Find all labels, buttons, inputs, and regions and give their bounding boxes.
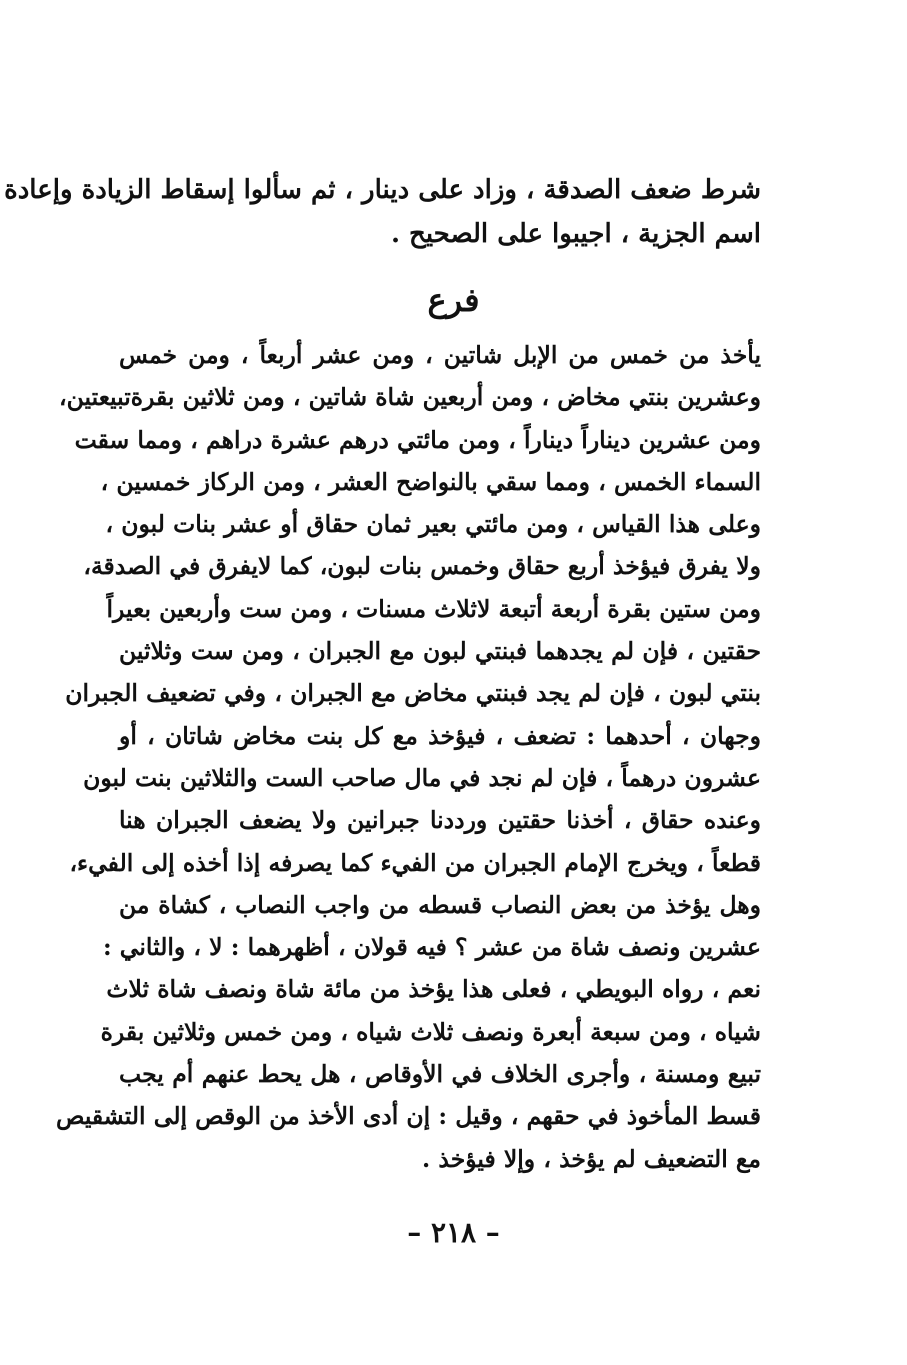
body-line: وعشرين بنتي مخاض ، ومن أربعين شاة شاتين ، ومن ثلاثين بقرةتبيعتين، bbox=[59, 383, 761, 412]
body-line: وعنده حقاق ، أخذنا حقتين ورددنا جبرانين ولا يضعف الجبران هنا bbox=[119, 806, 761, 835]
intro-line: اسم الجزية ، اجيبوا على الصحيح . bbox=[390, 219, 761, 249]
body-line: ومن عشرين ديناراً ديناراً ، ومن مائتي درهم عشرة دراهم ، ومما سقت bbox=[74, 425, 761, 454]
body-line: السماء الخمس ، ومما سقي بالنواضح العشر ، ومن الركاز خمسين ، bbox=[100, 467, 761, 496]
body-line: وجهان ، أحدهما : تضعف ، فيؤخذ مع كل بنت مخاض شاتان ، أو bbox=[119, 721, 761, 750]
intro-paragraph bbox=[4, 168, 761, 256]
body-paragraph bbox=[56, 334, 761, 1180]
body-line: عشرون درهماً ، فإن لم نجد في مال صاحب الست والثلاثين بنت لبون bbox=[83, 763, 761, 792]
body-line: قسط المأخوذ في حقهم ، وقيل : إن أدى الأخذ من الوقص إلى التشقيص bbox=[56, 1102, 761, 1131]
body-line: نعم ، رواه البويطي ، فعلى هذا يؤخذ من مائة شاة ونصف شاة ثلاث bbox=[106, 975, 761, 1004]
body-line: عشرين ونصف شاة من عشر ؟ فيه قولان ، أظهرهما : لا ، والثاني : bbox=[102, 933, 761, 962]
body-line: شياه ، ومن سبعة أبعرة ونصف ثلاث شياه ، ومن خمس وثلاثين بقرة bbox=[100, 1017, 761, 1046]
body-line: وعلى هذا القياس ، ومن مائتي بعير ثمان حقاق أو عشر بنات لبون ، bbox=[105, 510, 761, 539]
body-line: ومن ستين بقرة أربعة أتبعة لاثلاث مسنات ، ومن ست وأربعين بعيراً bbox=[106, 594, 761, 623]
body-line: حقتين ، فإن لم يجدهما فبنتي لبون مع الجبران ، ومن ست وثلاثين bbox=[119, 637, 761, 666]
body-line: مع التضعيف لم يؤخذ ، وإلا فيؤخذ . bbox=[422, 1144, 761, 1173]
section-heading: فرع bbox=[427, 281, 480, 319]
body-line: قطعاً ، ويخرج الإمام الجبران من الفيء كما يصرفه إذا أخذه إلى الفيء، bbox=[69, 848, 761, 877]
body-line: يأخذ من خمس من الإبل شاتين ، ومن عشر أربعاً ، ومن خمس bbox=[119, 341, 761, 369]
body-line: ولا يفرق فيؤخذ أربع حقاق وخمس بنات لبون، كما لايفرق في الصدقة، bbox=[83, 552, 761, 581]
body-line: تبيع ومسنة ، وأجرى الخلاف في الأوقاص ، هل يحط عنهم أم يجب bbox=[119, 1060, 761, 1089]
intro-line: شرط ضعف الصدقة ، وزاد على دينار ، ثم سألوا إسقاط الزيادة وإعادة bbox=[4, 175, 761, 205]
body-line: بنتي لبون ، فإن لم يجد فبنتي مخاض مع الجبران ، وفي تضعيف الجبران bbox=[65, 679, 761, 708]
page-number: – ٢١٨ – bbox=[407, 1216, 500, 1249]
body-line: وهل يؤخذ من بعض النصاب قسطه من واجب النصاب ، كشاة من bbox=[119, 890, 761, 919]
